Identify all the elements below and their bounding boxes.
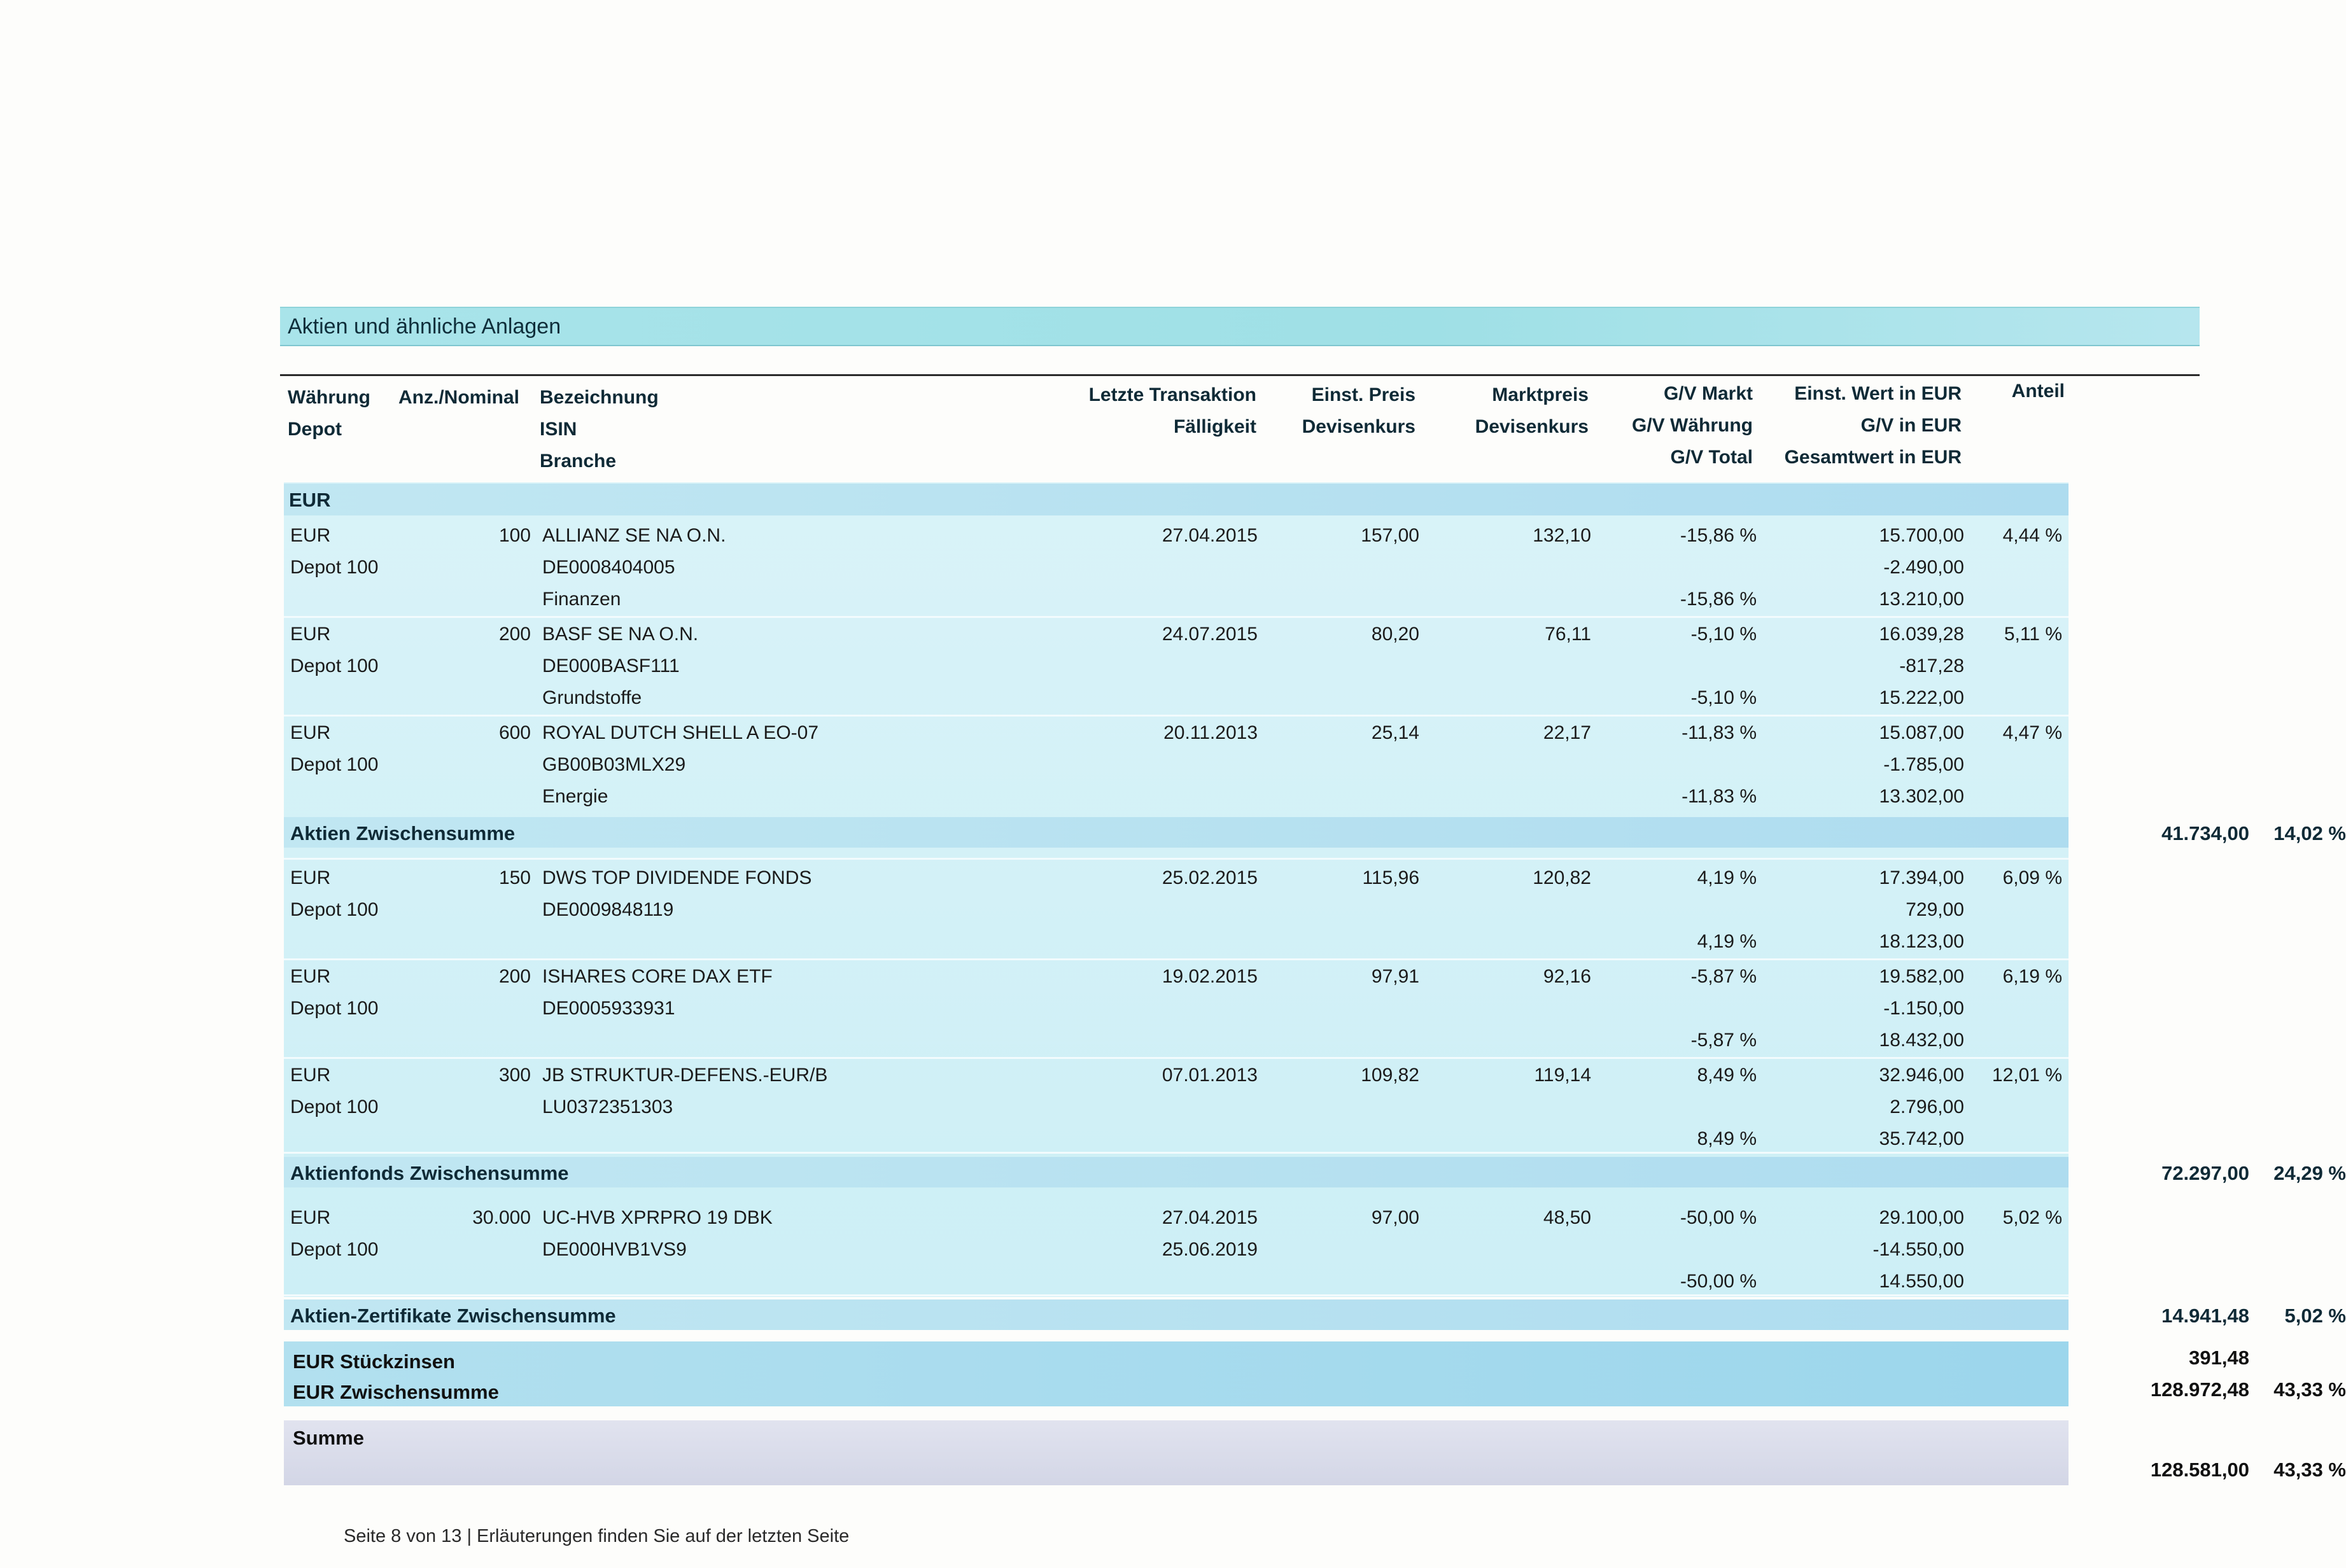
cell-branch: Energie [542, 786, 608, 807]
subtotal-label: Aktien Zwischensumme [290, 822, 516, 844]
header-nominal: Anz./Nominal [398, 387, 520, 408]
row-separator [284, 1152, 2069, 1154]
header-currency: Währung Depot [288, 387, 370, 440]
cell-gv-total: -5,87 % [1690, 1030, 1757, 1051]
currency-group-band [284, 484, 2069, 515]
cell-nominal: 200 [498, 966, 531, 987]
cell-currency: EUR [290, 1207, 331, 1228]
page-footer: Seite 8 von 13 | Erläuterungen finden Sie auf der letzten Seite [344, 1526, 850, 1546]
cell-nominal: 600 [498, 722, 531, 743]
cell-name: ROYAL DUTCH SHELL A EO-07 [542, 722, 819, 743]
cell-gv-eur: 729,00 [1906, 899, 1964, 920]
cell-gv-eur: -1.150,00 [1883, 998, 1964, 1019]
header-buy-price: Einst. Preis Devisenkurs [1302, 384, 1415, 437]
cell-currency: EUR [290, 867, 331, 888]
cell-gv-markt: -5,87 % [1690, 966, 1757, 987]
cell-name: DWS TOP DIVIDENDE FONDS [542, 867, 812, 888]
cell-buy-price: 97,00 [1371, 1207, 1419, 1228]
cell-name: UC-HVB XPRPRO 19 DBK [542, 1207, 773, 1228]
cell-share: 5,02 % [2002, 1207, 2062, 1228]
grand-total-value: 128.581,00 [2150, 1459, 2249, 1481]
grand-total-label: Summe [293, 1427, 364, 1449]
header-gain-loss: G/V Markt G/V Währung G/V Total [1632, 383, 1753, 468]
subtotal-aktienfonds [284, 1157, 2346, 1187]
cell-share: 12,01 % [1991, 1065, 2062, 1086]
row-separator [284, 715, 2069, 717]
cell-last-tx: 07.01.2013 [1162, 1065, 1258, 1086]
cell-name: JB STRUKTUR-DEFENS.-EUR/B [542, 1065, 828, 1086]
cell-currency: EUR [290, 624, 331, 645]
cell-buy-price: 157,00 [1361, 525, 1419, 546]
section-title: Aktien und ähnliche Anlagen [288, 314, 561, 339]
cell-maturity: 25.06.2019 [1162, 1239, 1258, 1260]
cell-currency: EUR [290, 722, 331, 743]
cell-currency: EUR [290, 1065, 331, 1086]
cell-market-price: 120,82 [1533, 867, 1591, 888]
cell-gv-eur: -2.490,00 [1883, 557, 1964, 578]
subtotal-share: 14,02 % [2273, 822, 2346, 844]
cell-share: 6,19 % [2002, 966, 2062, 987]
cell-buy-price: 109,82 [1361, 1065, 1419, 1086]
header-last-transaction: Letzte Transaktion Fälligkeit [1088, 384, 1256, 437]
grand-total-share: 43,33 % [2273, 1459, 2346, 1481]
cell-name: ISHARES CORE DAX ETF [542, 966, 773, 987]
cell-gv-markt: -5,10 % [1690, 624, 1757, 645]
cell-market-price: 119,14 [1534, 1065, 1591, 1086]
cell-share: 4,44 % [2002, 525, 2062, 546]
currency-group-label: EUR [289, 489, 331, 511]
section-title-bar [280, 307, 2200, 346]
cell-isin: DE0009848119 [542, 899, 674, 920]
header-rule [280, 374, 2200, 376]
cell-isin: DE000HVB1VS9 [542, 1239, 687, 1260]
cell-market-price: 132,10 [1533, 525, 1591, 546]
eur-interest-value: 391,48 [2189, 1347, 2249, 1369]
eur-interest-label: EUR Stückzinsen [293, 1350, 455, 1373]
cell-currency: EUR [290, 525, 331, 546]
grand-total-band [284, 1420, 2346, 1485]
cell-gv-eur: -817,28 [1899, 655, 1964, 676]
cell-gv-markt: 8,49 % [1697, 1065, 1757, 1086]
row-separator [284, 1294, 2069, 1296]
cell-buy-price: 97,91 [1371, 966, 1419, 987]
cell-gv-markt: -50,00 % [1680, 1207, 1757, 1228]
cell-gv-total: -15,86 % [1680, 589, 1757, 610]
cell-buy-price: 80,20 [1371, 624, 1419, 645]
cell-name: BASF SE NA O.N. [542, 624, 699, 645]
cell-last-tx: 27.04.2015 [1162, 525, 1258, 546]
header-share: Anteil [2011, 381, 2065, 402]
eur-totals-band [284, 1341, 2346, 1406]
cell-market-price: 92,16 [1543, 966, 1591, 987]
cell-isin: DE000BASF111 [542, 655, 680, 676]
eur-subtotal-share: 43,33 % [2273, 1378, 2346, 1401]
header-value-eur: Einst. Wert in EUR G/V in EUR Gesamtwert in EUR [1784, 383, 1962, 468]
cell-total-value: 13.210,00 [1879, 589, 1964, 610]
subtotal-share: 5,02 % [2284, 1305, 2346, 1327]
cell-total-value: 15.222,00 [1879, 687, 1964, 708]
cell-buy-value: 17.394,00 [1879, 867, 1964, 888]
cell-gv-eur: -1.785,00 [1883, 754, 1964, 775]
cell-buy-value: 29.100,00 [1879, 1207, 1964, 1228]
subtotal-label: Aktien-Zertifikate Zwischensumme [290, 1305, 616, 1327]
subtotal-aktien-zertifikate [284, 1299, 2346, 1330]
row-separator [284, 958, 2069, 960]
header-market-price: Marktpreis Devisenkurs [1475, 384, 1589, 437]
row-separator [284, 858, 2069, 860]
cell-nominal: 300 [498, 1065, 531, 1086]
cell-total-value: 18.432,00 [1879, 1030, 1964, 1051]
cell-branch: Finanzen [542, 589, 621, 610]
cell-name: ALLIANZ SE NA O.N. [542, 525, 726, 546]
cell-total-value: 13.302,00 [1879, 786, 1964, 807]
cell-buy-price: 25,14 [1371, 722, 1419, 743]
cell-last-tx: 20.11.2013 [1163, 722, 1258, 743]
cell-isin: DE0005933931 [542, 998, 675, 1019]
cell-market-price: 22,17 [1543, 722, 1591, 743]
cell-buy-value: 15.087,00 [1879, 722, 1964, 743]
cell-currency: EUR [290, 966, 331, 987]
subtotal-value: 14.941,48 [2161, 1305, 2249, 1327]
cell-last-tx: 19.02.2015 [1162, 966, 1258, 987]
cell-gv-eur: 2.796,00 [1890, 1096, 1964, 1117]
cell-last-tx: 27.04.2015 [1162, 1207, 1258, 1228]
cell-total-value: 14.550,00 [1879, 1271, 1964, 1292]
subtotal-share: 24,29 % [2273, 1162, 2346, 1184]
cell-gv-markt: -11,83 % [1682, 722, 1757, 743]
cell-last-tx: 24.07.2015 [1162, 624, 1258, 645]
cell-share: 6,09 % [2002, 867, 2062, 888]
header-description: Bezeichnung ISIN Branche [540, 387, 659, 472]
cell-total-value: 18.123,00 [1879, 931, 1964, 952]
cell-gv-total: 4,19 % [1697, 931, 1757, 952]
cell-depot: Depot 100 [290, 754, 379, 775]
cell-gv-total: 8,49 % [1697, 1128, 1757, 1149]
cell-buy-price: 115,96 [1362, 867, 1419, 888]
cell-nominal: 150 [498, 867, 531, 888]
cell-isin: GB00B03MLX29 [542, 754, 686, 775]
cell-share: 5,11 % [2004, 624, 2062, 645]
subtotal-label: Aktienfonds Zwischensumme [290, 1162, 569, 1184]
row-separator [284, 616, 2069, 618]
cell-total-value: 35.742,00 [1879, 1128, 1964, 1149]
cell-nominal: 200 [498, 624, 531, 645]
eur-subtotal-label: EUR Zwischensumme [293, 1381, 499, 1403]
cell-nominal: 30.000 [472, 1207, 531, 1228]
cell-isin: LU0372351303 [542, 1096, 673, 1117]
cell-gv-markt: 4,19 % [1697, 867, 1757, 888]
cell-nominal: 100 [498, 525, 531, 546]
cell-buy-value: 15.700,00 [1879, 525, 1964, 546]
cell-gv-total: -50,00 % [1680, 1271, 1757, 1292]
row-separator [284, 1057, 2069, 1059]
cell-depot: Depot 100 [290, 557, 379, 578]
subtotal-value: 72.297,00 [2161, 1162, 2249, 1184]
cell-market-price: 48,50 [1543, 1207, 1591, 1228]
cell-gv-total: -11,83 % [1682, 786, 1757, 807]
cell-depot: Depot 100 [290, 655, 379, 676]
cell-depot: Depot 100 [290, 899, 379, 920]
cell-last-tx: 25.02.2015 [1162, 867, 1258, 888]
cell-branch: Grundstoffe [542, 687, 642, 708]
subtotal-aktien [284, 817, 2346, 848]
cell-depot: Depot 100 [290, 1096, 379, 1117]
subtotal-value: 41.734,00 [2161, 822, 2249, 844]
cell-share: 4,47 % [2002, 722, 2062, 743]
eur-subtotal-value: 128.972,48 [2150, 1378, 2249, 1401]
cell-buy-value: 32.946,00 [1879, 1065, 1964, 1086]
cell-gv-markt: -15,86 % [1680, 525, 1757, 546]
cell-gv-total: -5,10 % [1690, 687, 1757, 708]
cell-depot: Depot 100 [290, 1239, 379, 1260]
cell-depot: Depot 100 [290, 998, 379, 1019]
cell-market-price: 76,11 [1545, 624, 1591, 645]
cell-buy-value: 19.582,00 [1879, 966, 1964, 987]
cell-isin: DE0008404005 [542, 557, 675, 578]
cell-gv-eur: -14.550,00 [1872, 1239, 1964, 1260]
cell-buy-value: 16.039,28 [1879, 624, 1964, 645]
